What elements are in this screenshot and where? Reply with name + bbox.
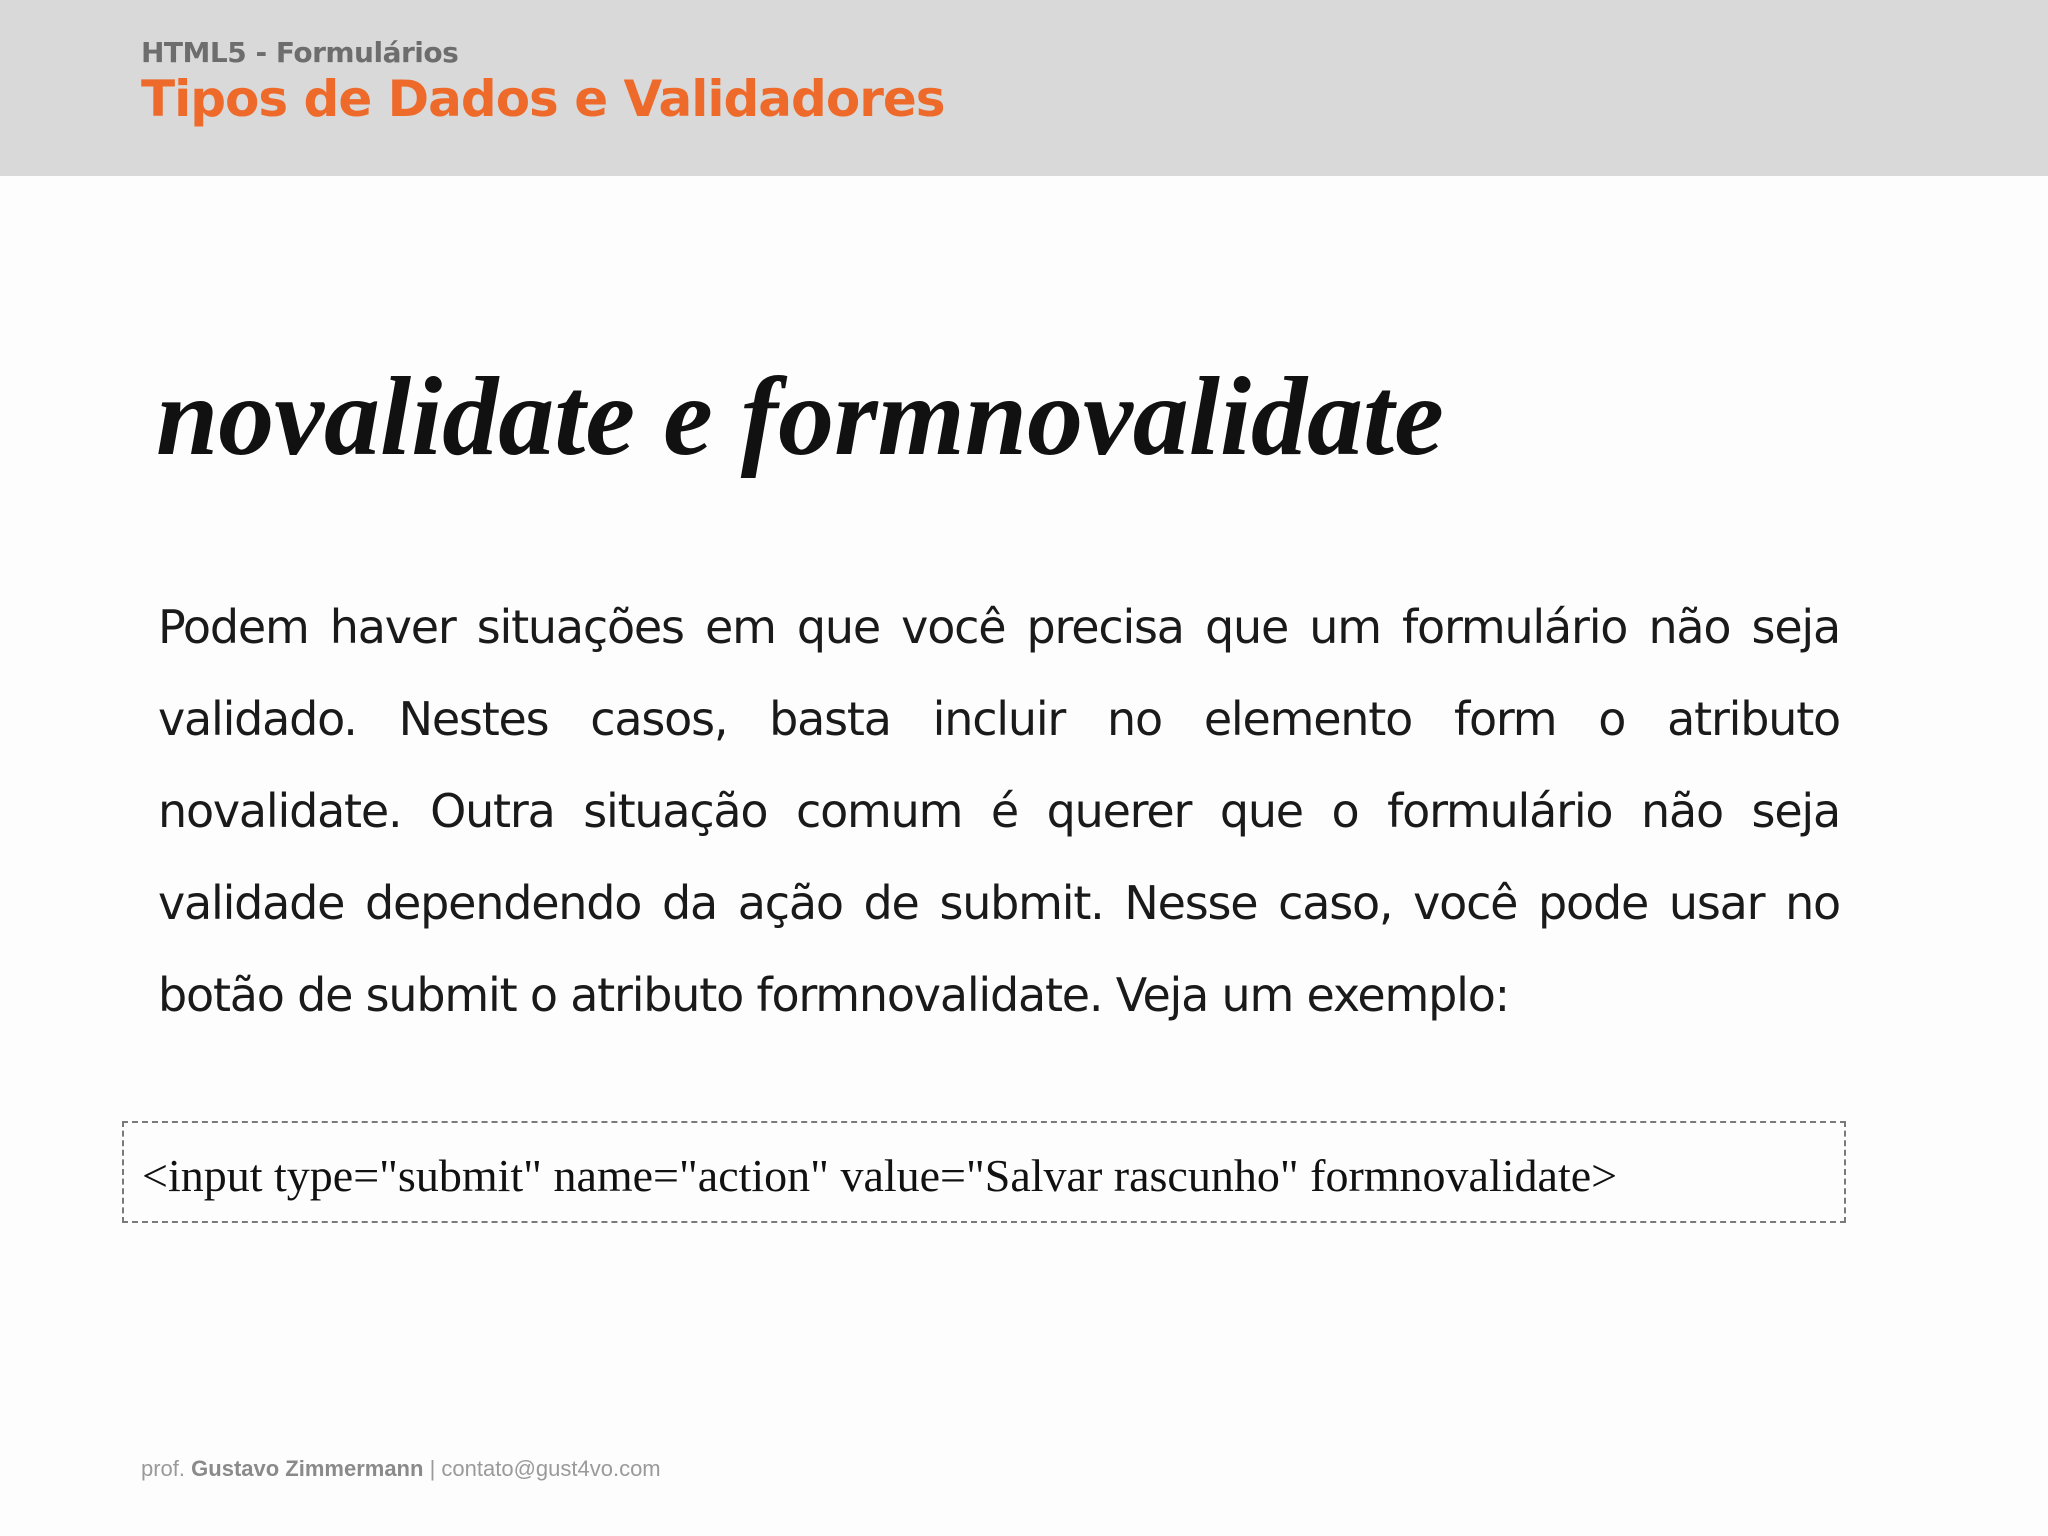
footer-author: Gustavo Zimmermann (191, 1456, 424, 1481)
section-title: Tipos de Dados e Validadores (141, 70, 945, 128)
footer-email: contato@gust4vo.com (441, 1456, 661, 1481)
code-example-box (122, 1121, 1846, 1223)
code-example-text: <input type="submit" name="action" value="Salvar rascunho" formnovalidate> (142, 1150, 1618, 1201)
footer-prefix: prof. (141, 1456, 186, 1481)
body-paragraph: Podem haver situações em que você precisa que um formulário não seja validado. Nestes casos, basta incluir no elemento form o atributo novalidate. Outra situação comum é querer que o formulário não seja validade dependendo da ação de submit. Nesse caso, você pode usar no botão de submit o atributo formnovalidate. Veja um exemplo: (158, 600, 1840, 1022)
course-label: HTML5 - Formulários (141, 36, 459, 69)
slide-title: novalidate e formnovalidate (156, 355, 1444, 479)
slide-header (0, 0, 2048, 176)
footer-credit (141, 1456, 661, 1482)
footer-separator: | (429, 1456, 436, 1481)
